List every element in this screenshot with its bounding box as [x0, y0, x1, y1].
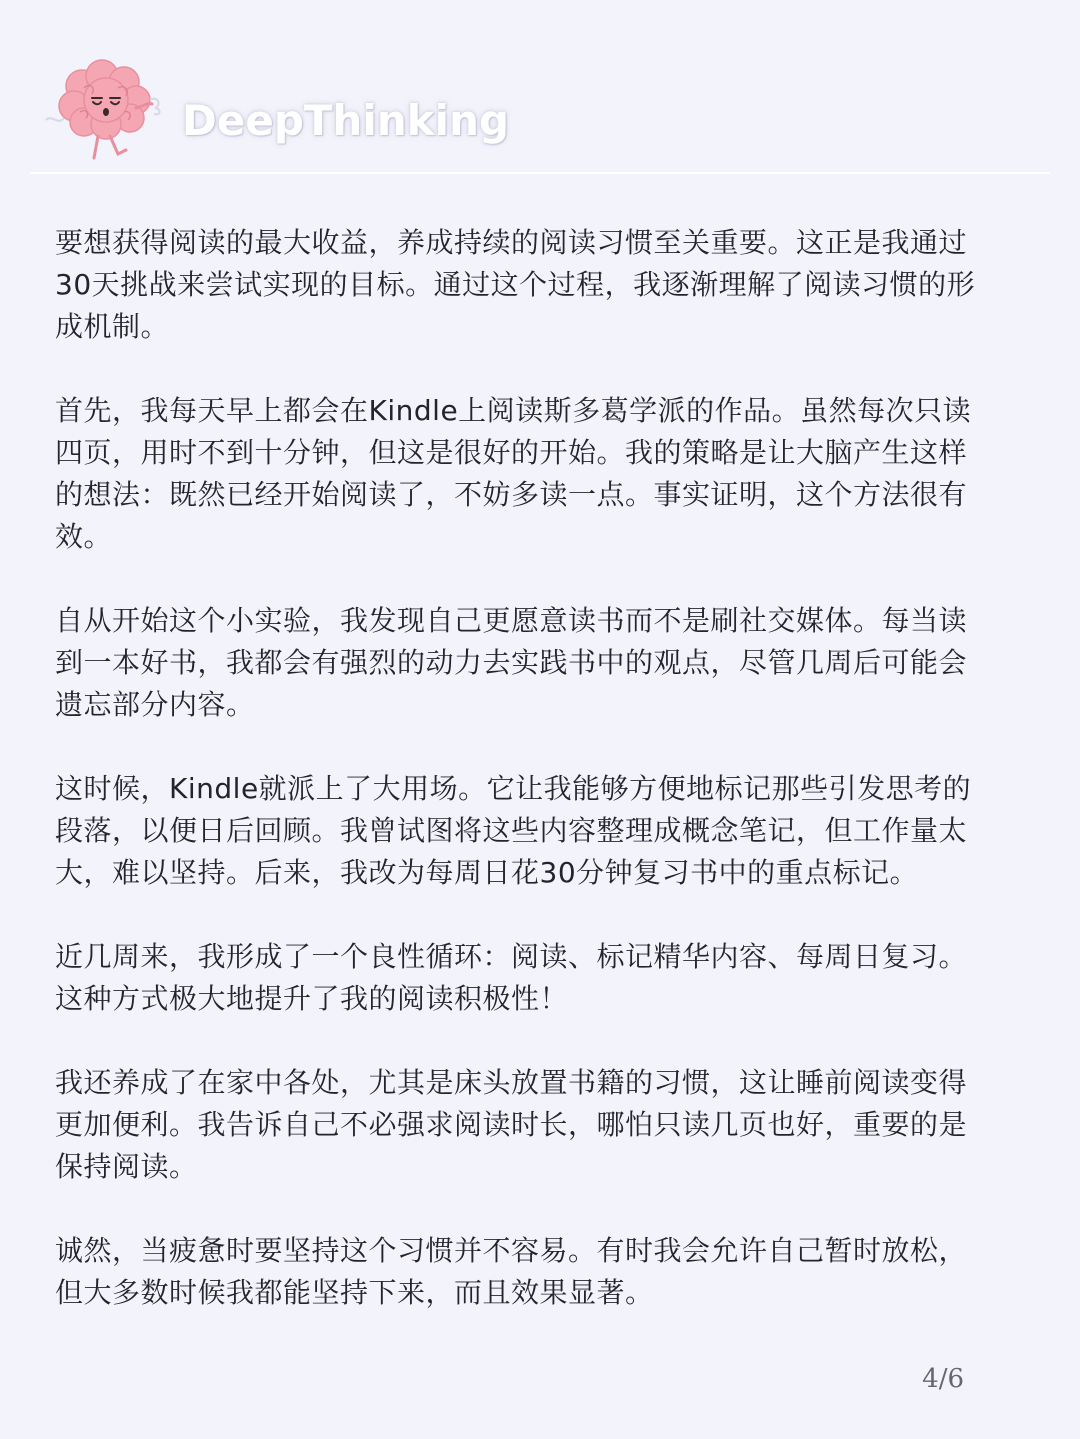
paragraph: 要想获得阅读的最大收益，养成持续的阅读习惯至关重要。这正是我通过30天挑战来尝试实现的目标。通过这个过程，我逐渐理解了阅读习惯的形成机制。: [55, 226, 976, 343]
paragraph: 诚然，当疲惫时要坚持这个习惯并不容易。有时我会允许自己暂时放松，但大多数时候我都能坚持下来，而且效果显著。: [55, 1234, 968, 1309]
header: [0, 0, 1080, 175]
paragraph: 自从开始这个小实验，我发现自己更愿意读书而不是刷社交媒体。每当读到一本好书，我都会有强烈的动力去实践书中的观点，尽管几周后可能会遗忘部分内容。: [55, 604, 968, 721]
page-indicator: 4/6: [922, 1364, 964, 1394]
brand-logo-text: DeepThinking: [182, 96, 510, 145]
paragraph: 近几周来，我形成了一个良性循环：阅读、标记精华内容、每周日复习。这种方式极大地提升了我的阅读积极性！: [55, 940, 968, 1015]
paragraph: 首先，我每天早上都会在Kindle上阅读斯多葛学派的作品。虽然每次只读四页，用时不到十分钟，但这是很好的开始。我的策略是让大脑产生这样的想法：既然已经开始阅读了，不妨多读一点。事实证明，这个方法很有效。: [55, 394, 972, 553]
paragraph: 我还养成了在家中各处，尤其是床头放置书籍的习惯，这让睡前阅读变得更加便利。我告诉自己不必强求阅读时长，哪怕只读几页也好，重要的是保持阅读。: [55, 1066, 968, 1183]
brain-mascot-icon: [44, 58, 174, 168]
article-body: [55, 222, 995, 1356]
paragraph: 这时候，Kindle就派上了大用场。它让我能够方便地标记那些引发思考的段落，以便日后回顾。我曾试图将这些内容整理成概念笔记，但工作量太大，难以坚持。后来，我改为每周日花30分钟复习书中的重点标记。: [55, 772, 972, 889]
header-divider: [30, 172, 1050, 174]
